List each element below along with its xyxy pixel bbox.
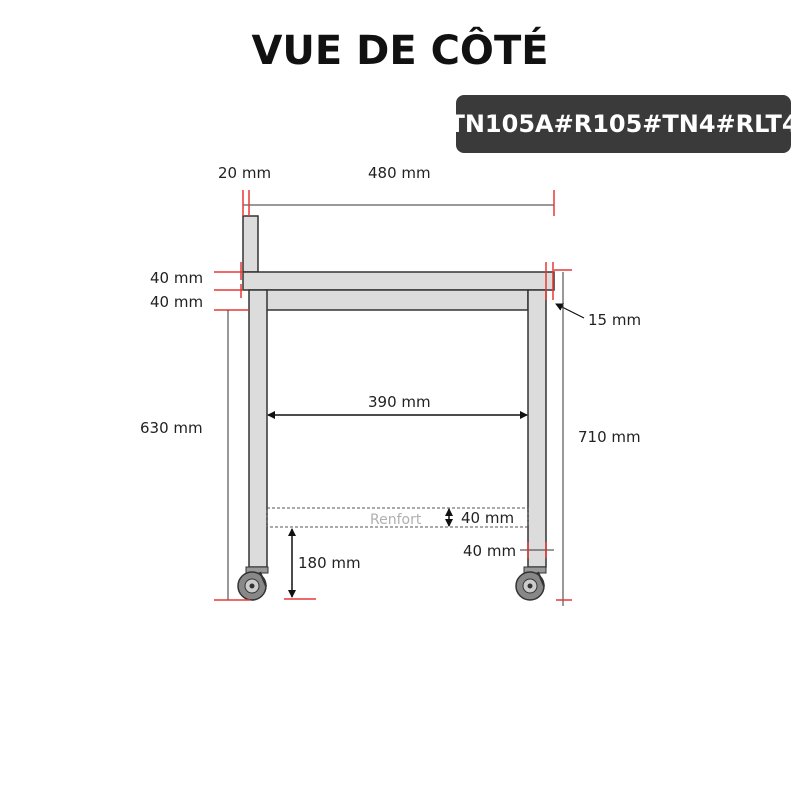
depth-label: 480 mm — [368, 164, 431, 182]
inner-width-label: 390 mm — [368, 393, 431, 411]
upstand-thickness-label: 20 mm — [218, 164, 272, 182]
overhang-leader — [556, 304, 584, 318]
table-top — [243, 272, 554, 290]
top-thickness-label: 40 mm — [150, 269, 204, 287]
leg-height-label: 630 mm — [140, 419, 203, 437]
overhang-label: 15 mm — [588, 311, 642, 329]
clearance-label: 180 mm — [298, 554, 361, 572]
top-frame-rail — [266, 290, 528, 310]
reinforcement-label: Renfort — [370, 512, 422, 528]
total-height-label: 710 mm — [578, 428, 641, 446]
frame-height-label: 40 mm — [150, 293, 204, 311]
left-caster — [238, 567, 268, 600]
backsplash-upstand — [243, 216, 258, 272]
leg-width-label: 40 mm — [463, 542, 517, 560]
depth-dimension — [243, 190, 554, 216]
left-leg — [249, 290, 267, 567]
reinforcement-height-label: 40 mm — [461, 509, 515, 527]
product-reference-badge: TN105A#R105#TN4#RLT4 — [456, 95, 791, 153]
right-leg — [528, 290, 546, 567]
right-caster — [516, 567, 546, 600]
leg-height-dimension — [214, 310, 250, 600]
page-title: VUE DE CÔTÉ — [251, 28, 549, 74]
total-height-dimension — [556, 272, 572, 606]
